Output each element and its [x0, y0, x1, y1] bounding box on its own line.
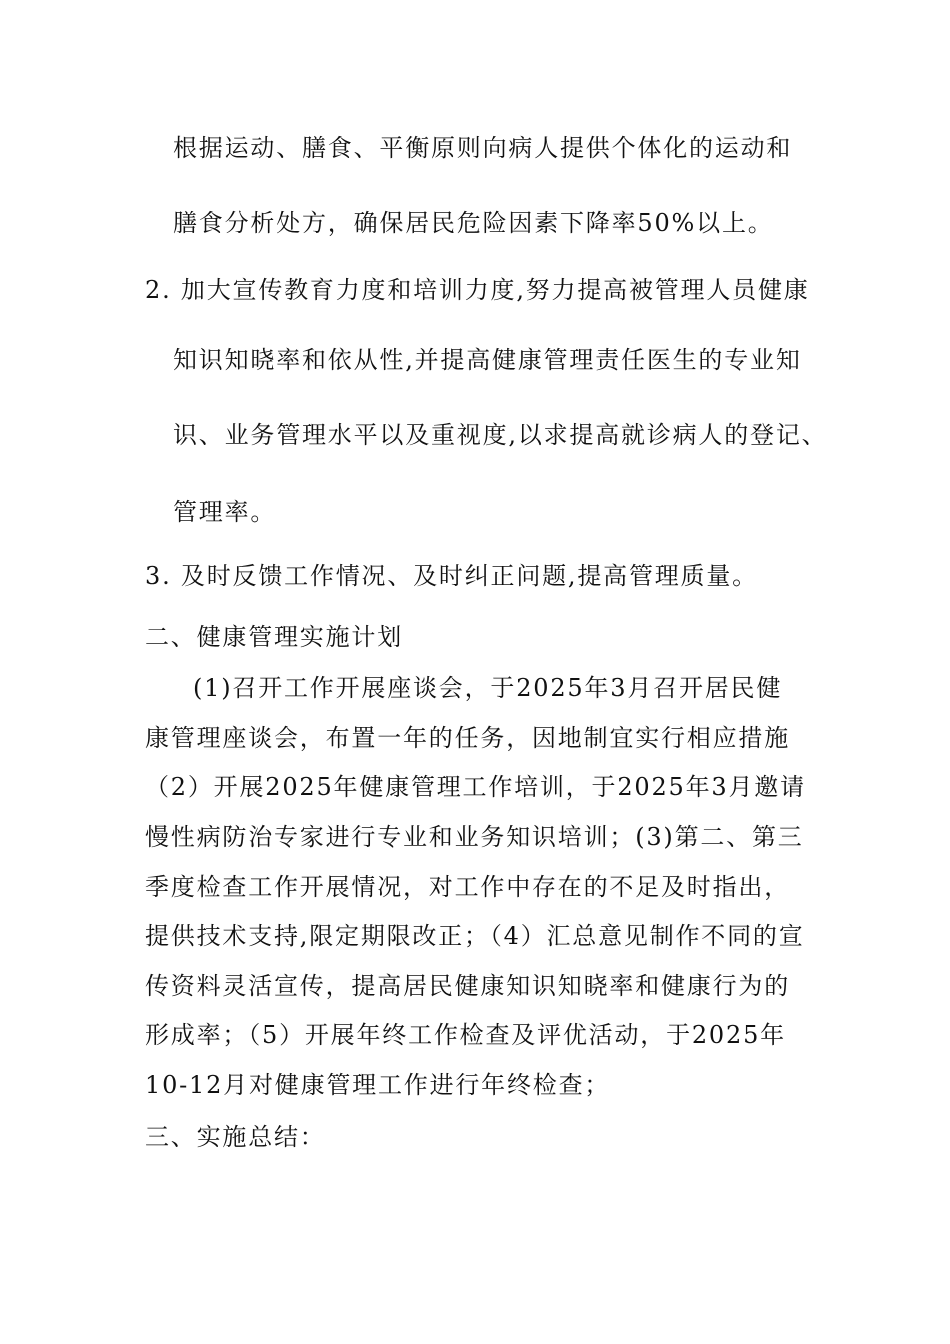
item1-line-1: 根据运动、膳食、平衡原则向病人提供个体化的运动和	[173, 134, 793, 162]
section3-heading: 三、实施总结：	[145, 1123, 326, 1151]
section2-line-2: 康管理座谈会，布置一年的任务，因地制宜实行相应措施	[145, 724, 790, 752]
item1-line-2: 膳食分析处方，确保居民危险因素下降率50%以上。	[173, 209, 774, 237]
section2-line-6: 提供技术支持,限定期限改正；（4）汇总意见制作不同的宣	[145, 922, 805, 950]
item2-line-2: 知识知晓率和依从性,并提高健康管理责任医生的专业知	[173, 346, 802, 374]
item2-line-3: 识、业务管理水平以及重视度,以求提高就诊病人的登记、	[173, 421, 828, 449]
section2-line-4: 慢性病防治专家进行专业和业务知识培训；(3)第二、第三	[145, 823, 804, 851]
item2-line-4: 管理率。	[173, 498, 277, 526]
item3-line-1: 3. 及时反馈工作情况、及时纠正问题,提高管理质量。	[145, 562, 758, 590]
section2-line-9: 10-12月对健康管理工作进行年终检查；	[145, 1071, 611, 1099]
item2-line-1: 2. 加大宣传教育力度和培训力度,努力提高被管理人员健康	[145, 276, 810, 304]
section2-line-1: (1)召开工作开展座谈会，于2025年3月召开居民健	[193, 674, 783, 702]
section2-line-7: 传资料灵活宣传，提高居民健康知识知晓率和健康行为的	[145, 972, 790, 1000]
section2-line-5: 季度检查工作开展情况，对工作中存在的不足及时指出，	[145, 873, 790, 901]
section2-heading: 二、健康管理实施计划	[145, 623, 403, 651]
section2-line-8: 形成率；（5）开展年终工作检查及评优活动，于2025年	[145, 1021, 786, 1049]
section2-line-3: （2）开展2025年健康管理工作培训，于2025年3月邀请	[145, 773, 806, 801]
